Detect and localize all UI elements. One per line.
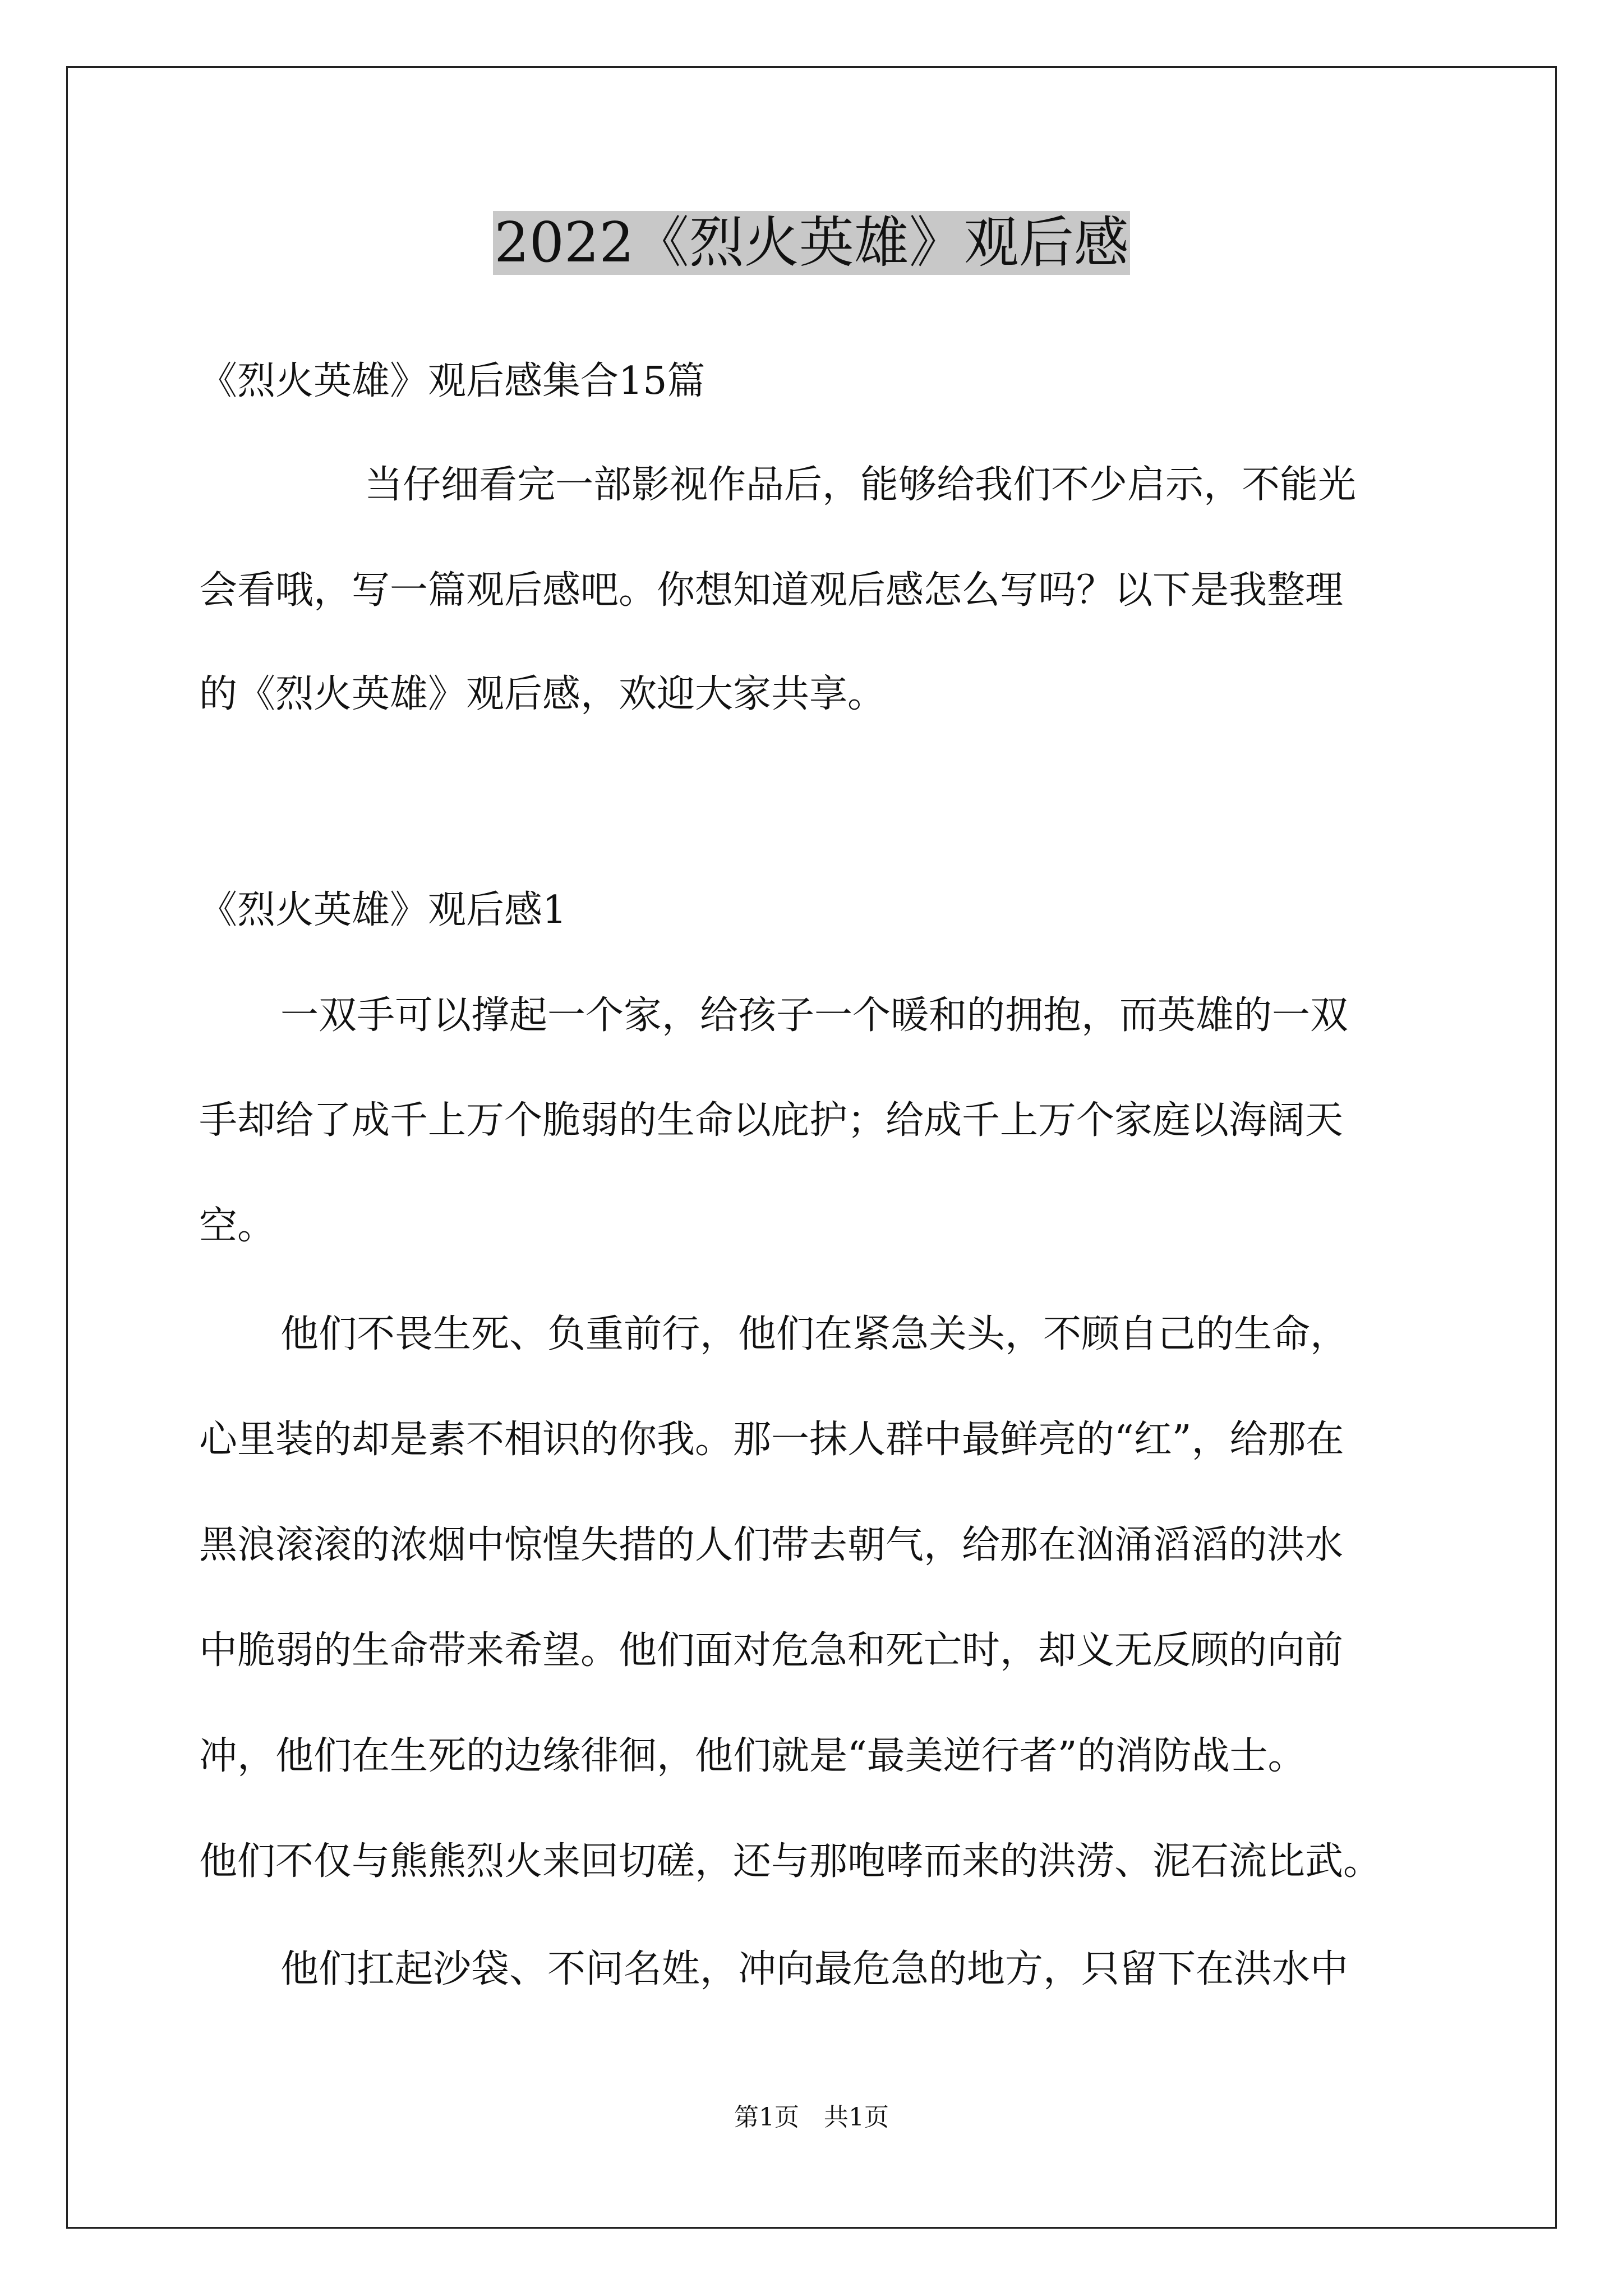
paragraph2-line-3: 黑浪滚滚的浓烟中惊惶失措的人们带去朝气，给那在汹涌滔滔的洪水 xyxy=(199,1523,1344,1567)
document-title-text: 2022《烈火英雄》观后感 xyxy=(494,211,1129,275)
paragraph2-line-5: 冲，他们在生死的边缘徘徊，他们就是“最美逆行者”的消防战士。 xyxy=(199,1734,1306,1778)
paragraph1-line-1: 一双手可以撑起一个家，给孩子一个暖和的拥抱，而英雄的一双 xyxy=(280,993,1349,1038)
document-subtitle: 《烈火英雄》观后感集合15篇 xyxy=(199,359,706,403)
intro-line-2: 会看哦，写一篇观后感吧。你想知道观后感怎么写吗？以下是我整理 xyxy=(199,568,1344,613)
paragraph2-line-6: 他们不仅与熊熊烈火来回切磋，还与那咆哮而来的洪涝、泥石流比武。 xyxy=(199,1839,1382,1884)
paragraph1-line-3: 空。 xyxy=(199,1204,276,1248)
paragraph2-line-4: 中脆弱的生命带来希望。他们面对危急和死亡时，却义无反顾的向前 xyxy=(199,1628,1344,1673)
intro-line-1: 当仔细看完一部影视作品后，能够给我们不少启示，不能光 xyxy=(365,463,1357,507)
paragraph1-line-2: 手却给了成千上万个脆弱的生命以庇护；给成千上万个家庭以海阔天 xyxy=(199,1098,1344,1143)
intro-line-3: 的《烈火英雄》观后感，欢迎大家共享。 xyxy=(199,672,886,716)
page-footer: 第1页 共1页 xyxy=(734,2103,889,2132)
document-title xyxy=(0,206,1623,279)
section-heading: 《烈火英雄》观后感1 xyxy=(199,888,567,932)
paragraph2-line-2: 心里装的却是素不相识的你我。那一抹人群中最鲜亮的“红”，给那在 xyxy=(199,1418,1344,1462)
paragraph2-line-1: 他们不畏生死、负重前行，他们在紧急关头，不顾自己的生命， xyxy=(280,1312,1349,1356)
paragraph3-line-1: 他们扛起沙袋、不问名姓，冲向最危急的地方，只留下在洪水中 xyxy=(280,1947,1349,1991)
